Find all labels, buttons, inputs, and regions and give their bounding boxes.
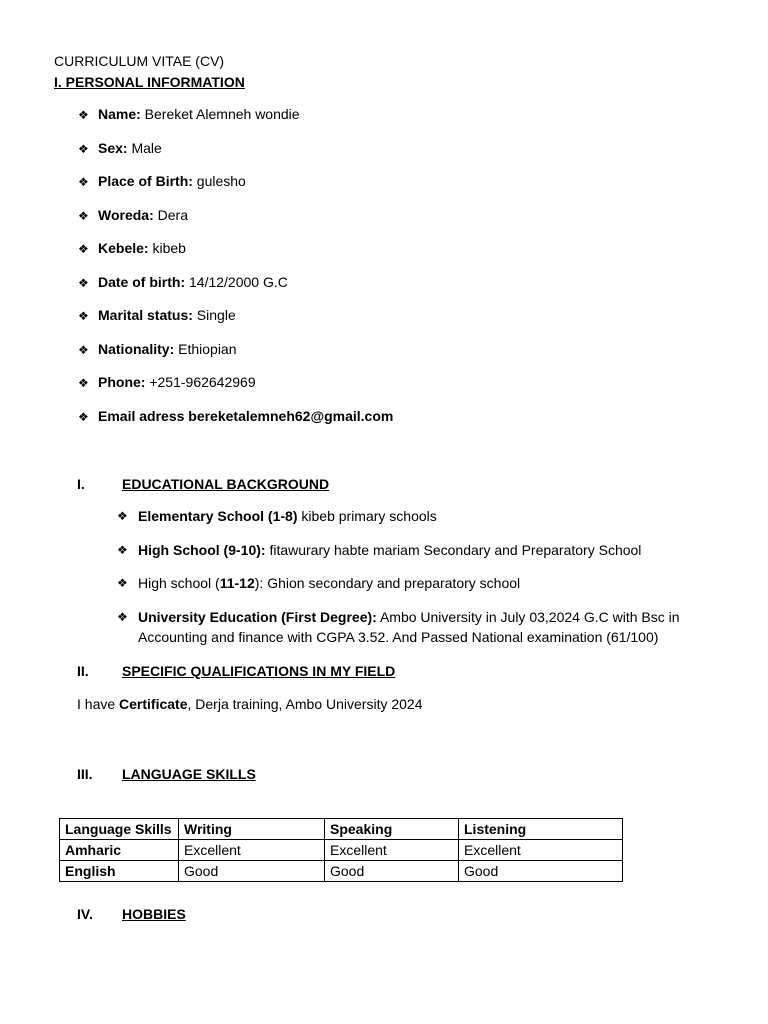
table-header-cell: Listening: [459, 819, 623, 840]
list-item: ❖ Sex: Male: [78, 138, 393, 172]
table-row: [60, 861, 623, 882]
table-header-row: [60, 819, 623, 840]
document-title: CURRICULUM VITAE (CV): [54, 53, 225, 69]
table-header-cell: Writing: [179, 819, 325, 840]
diamond-bullet-icon: ❖: [78, 376, 89, 390]
list-item: ❖ Kebele: kibeb: [78, 238, 393, 272]
qualifications-heading: SPECIFIC QUALIFICATIONS IN MY FIELD: [122, 663, 396, 679]
diamond-bullet-icon: ❖: [78, 242, 89, 256]
education-list: [117, 506, 738, 660]
table-cell: Good: [325, 861, 459, 882]
list-item: ❖ High school (11-12): Ghion secondary and preparatory school: [117, 575, 521, 591]
diamond-bullet-icon: ❖: [78, 409, 89, 424]
education-heading: EDUCATIONAL BACKGROUND: [122, 476, 330, 492]
table-cell: Excellent: [179, 840, 325, 861]
diamond-bullet-icon: ❖: [78, 141, 89, 156]
language-heading: LANGUAGE SKILLS: [122, 766, 256, 782]
table-header-cell: Language Skills: [60, 819, 179, 840]
table-cell: Good: [179, 861, 325, 882]
diamond-bullet-icon: ❖: [78, 342, 89, 357]
list-item: ❖ High School (9-10): fitawurary habte mariam Secondary and Preparatory School: [117, 541, 642, 558]
language-skills-table: [59, 818, 623, 882]
list-item: ❖ Date of birth: 14/12/2000 G.C: [78, 272, 393, 306]
diamond-bullet-icon: ❖: [117, 576, 128, 590]
list-item: ❖ Woreda: Dera: [78, 205, 393, 239]
list-item: ❖ Marital status: Single: [78, 305, 393, 339]
diamond-bullet-icon: ❖: [117, 609, 128, 624]
personal-info-heading: I. PERSONAL INFORMATION: [54, 74, 245, 90]
table-cell: Excellent: [459, 840, 623, 861]
diamond-bullet-icon: ❖: [78, 309, 89, 323]
list-item: ❖ Place of Birth: gulesho: [78, 171, 393, 205]
list-item: ❖ University Education (First Degree): Ambo University in July 03,2024 G.C with Bsc in Accounting and finance with CGPA 3.52. And Passed National examination (61/100): [117, 608, 680, 645]
list-item: ❖ Nationality: Ethiopian: [78, 339, 393, 373]
diamond-bullet-icon: ❖: [78, 208, 89, 223]
qualifications-numeral: II.: [77, 663, 89, 679]
qualifications-text: I have Certificate, Derja training, Ambo University 2024: [77, 696, 423, 712]
personal-info-list: [78, 104, 393, 439]
table-cell: Amharic: [60, 840, 179, 861]
table-cell: English: [60, 861, 179, 882]
diamond-bullet-icon: ❖: [117, 542, 128, 557]
hobbies-heading: HOBBIES: [122, 906, 186, 922]
education-numeral: I.: [77, 476, 85, 492]
diamond-bullet-icon: ❖: [78, 275, 89, 290]
list-item: ❖ Elementary School (1-8) kibeb primary schools: [117, 508, 437, 524]
table-cell: Excellent: [325, 840, 459, 861]
list-item: ❖ Phone: +251-962642969: [78, 372, 393, 406]
diamond-bullet-icon: ❖: [78, 175, 89, 189]
list-item: ❖ Name: Bereket Alemneh wondie: [78, 104, 393, 138]
table-cell: Good: [459, 861, 623, 882]
language-numeral: III.: [77, 766, 93, 782]
hobbies-numeral: IV.: [77, 906, 93, 922]
list-item: ❖ Email adress bereketalemneh62@gmail.com: [78, 406, 393, 440]
table-header-cell: Speaking: [325, 819, 459, 840]
diamond-bullet-icon: ❖: [78, 108, 89, 122]
diamond-bullet-icon: ❖: [117, 509, 128, 523]
table-row: [60, 840, 623, 861]
